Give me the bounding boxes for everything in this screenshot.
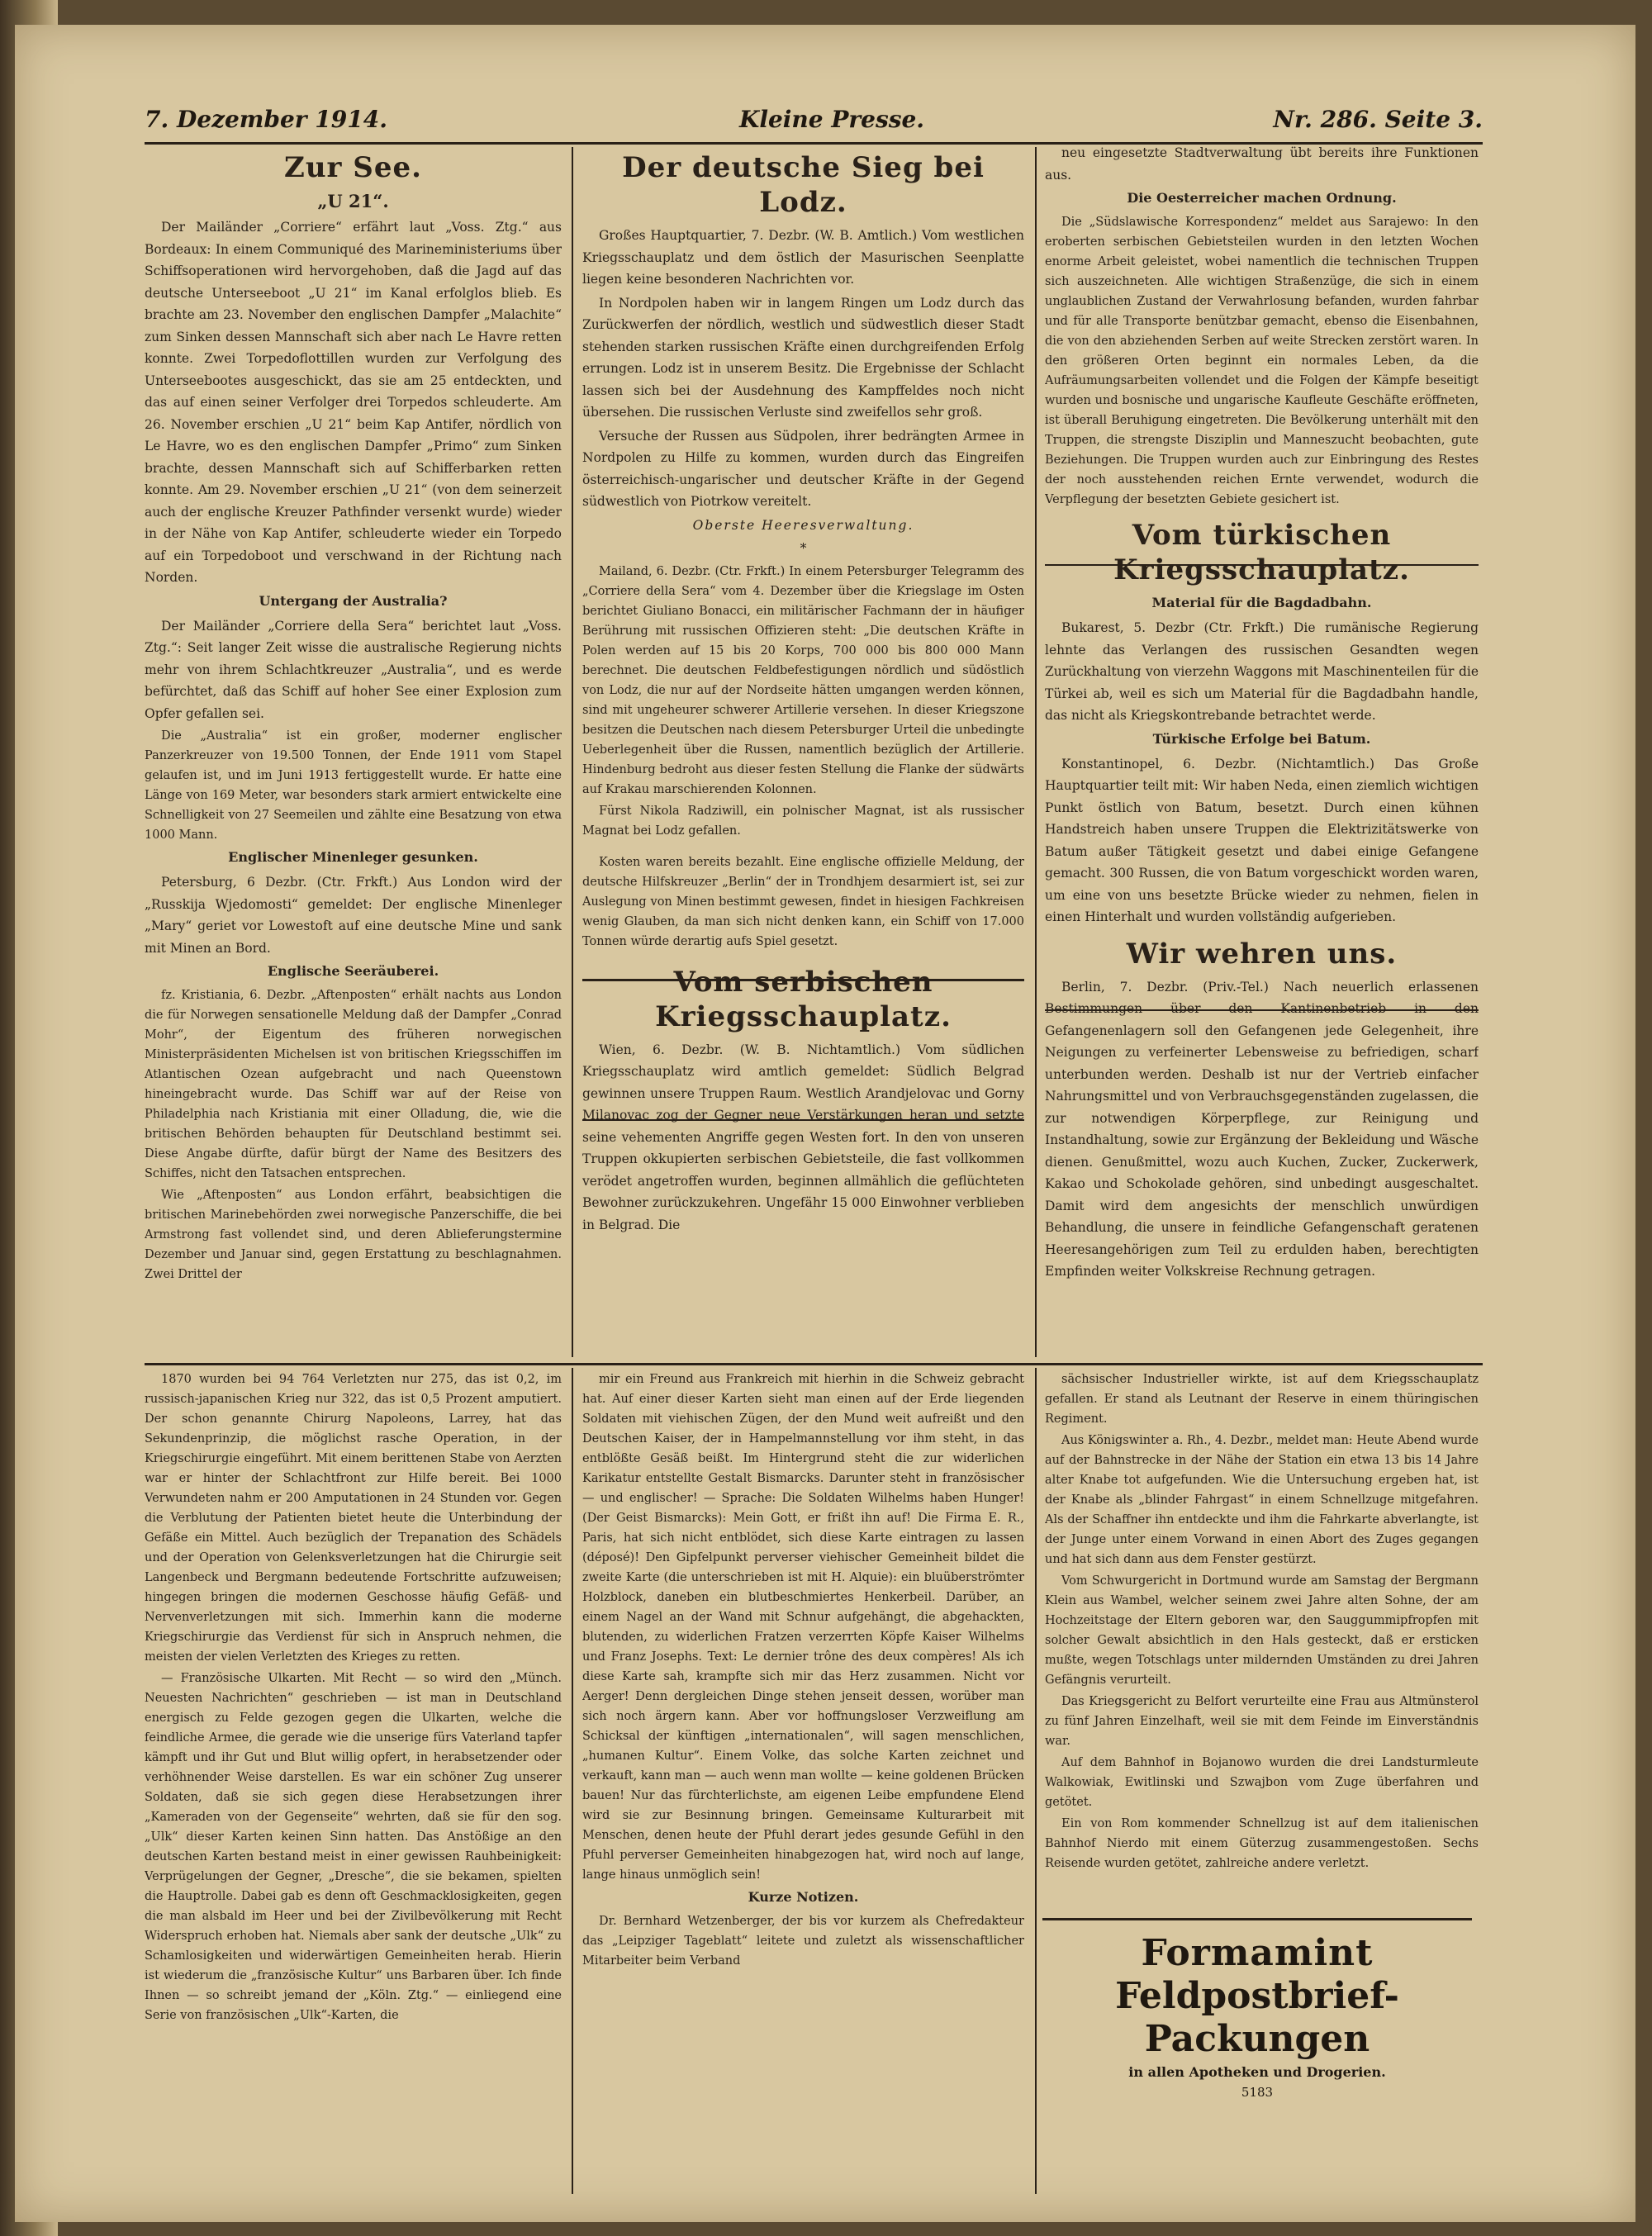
paragraph: Auf dem Bahnhof in Bojanowo wurden die drei Landsturmleute Walkowiak, Ewitlinski und Szwajbon vom Zuge überfahren und getötet. bbox=[1045, 1756, 1479, 1809]
paragraph: Vom Schwurgericht in Dortmund wurde am Samstag der Bergmann Klein aus Wambel, welcher seinem zwei Jahre alten Sohne, der am Hochzeitstage der Eltern geboren war, den Sauggummipfropfen mit solcher Gewalt absichtlich in den Hals gesteckt, daß er ersticken mußte, wegen Totschlags unter mildernden Umständen zu drei Jahren Gefängnis verurteilt. bbox=[1045, 1574, 1479, 1687]
article-title-lodz: Der deutsche Sieg bei Lodz. bbox=[622, 151, 985, 219]
paragraph: Das Kriegsgericht zu Belfort verurteilte eine Frau aus Altmünsterol zu fünf Jahren Einzelhaft, weil sie mit dem Feinde im Einverständnis war. bbox=[1045, 1695, 1479, 1748]
paragraph: Ein von Rom kommender Schnellzug ist auf dem italienischen Bahnhof Nierdo mit einem Güterzug zusammengestoßen. Sechs Reisende wurden getötet, zahlreiche andere verletzt. bbox=[1045, 1817, 1479, 1870]
subheading-bagdadbahn: Material für die Bagdadbahn. bbox=[1151, 595, 1372, 610]
paragraph: Fürst Nikola Radziwill, ein polnischer Magnat, ist als russischer Magnat bei Lodz gefallen. bbox=[582, 804, 1024, 838]
header-paper-name: Kleine Presse. bbox=[739, 106, 925, 133]
ad-availability: in allen Apotheken und Drogerien. bbox=[1128, 2064, 1386, 2080]
paragraph: Dr. Bernhard Wetzenberger, der bis vor kurzem als Chefredakteur das „Leipziger Tageblatt“ leitete und zuletzt als wissenschaftlicher Mitarbeiter beim Verband bbox=[582, 1915, 1024, 1968]
lower-column-1 bbox=[145, 1370, 562, 2191]
paragraph: Die „Südslawische Korrespondenz“ meldet aus Sarajewo: In den eroberten serbischen Gebietsteilen wurden in den letzten Wochen enorme Arbeit geleistet, wobei namentlich die technischen Truppen sich auszeichneten. Alle wichtigen Straßenzüge, die sich in einem unglaublichen Zustand der Verwahrlosung befanden, wurden fahrbar und für alle Transporte benützbar gemacht, ebenso die Eisenbahnen, die von den abziehenden Serben auf weite Strecken zerstört waren. In den größeren Orten beginnt ein normales Leben, da die Aufräumungsarbeiten vollendet und die Folgen der Kämpfe beseitigt wurden und bosnische und ungarische Kaufleute Geschäfte eröffneten, ist überall Beruhigung eingetreten. Die Bevölkerung unterhält mit den Truppen, die strengste Disziplin und Manneszucht beobachten, gute Beziehungen. Die Truppen wurden auch zur Einbringung des Restes der noch ausstehenden reichen Ernte verwendet, wodurch die Verpflegung der besetzten Gebiete gesichert ist. bbox=[1045, 216, 1479, 506]
paragraph: — Französische Ulkarten. Mit Recht — so wird den „Münch. Neuesten Nachrichten“ geschrieben — ist man in Deutschland energisch zu Felde gezogen gegen die Ulkarten, welche die feindliche Armee, die gerade wie die unserige fürs Vaterland tapfer kämpft und ihr Gut und Blut willig opfert, in herabsetzender oder verhöhnender Weise darstellen. Es war ein schöner Zug unserer Soldaten, daß sie sich gegen diese Herabsetzungen ihrer „Kameraden von der Gegenseite“ wehrten, daß sie für den sog. „Ulk“ dieser Karten keinen Sinn hatten. Das Anstößige an den deutschen Karten bestand meist in einer gewissen Rauhbeinigkeit: Verprügelungen der Gegner, „Dresche“, die sie bekamen, spielten die Hauptrolle. Dabei gab es denn oft Geschmacklosigkeiten, gegen die man alsbald im Heer und bei der Zivilbevölkerung mit Recht Widerspruch erhoben hat. Niemals aber sank der deutsche „Ulk“ zu Schamlosigkeiten und widerwärtigen Gemeinheiten herab. Hierin ist wiederum die „französische Kultur“ uns Barbaren über. Ich finde Ihnen — so schreibt jemand der „Köln. Ztg.“ — einliegend eine Serie von französischen „Ulk“-Karten, die bbox=[145, 1672, 562, 2022]
article-column-1 bbox=[145, 149, 562, 1359]
separator-asterisk: * bbox=[800, 541, 807, 556]
section-divider bbox=[145, 1363, 1483, 1365]
paragraph: Petersburg, 6 Dezbr. (Ctr. Frkft.) Aus London wird der „Russkija Wjedomosti“ gemeldet: Der englische Minenleger „Mary“ geriet vor Lowestoft auf eine deutsche Mine und sank mit Minen an Bord. bbox=[145, 875, 562, 956]
subheading-seeraeuberei: Englische Seeräuberei. bbox=[267, 963, 439, 979]
article-title-tuerkei: Vom türkischen Kriegsschauplatz. bbox=[1113, 519, 1410, 586]
subheading-u21: „U 21“. bbox=[317, 191, 389, 211]
paragraph: fz. Kristiania, 6. Dezbr. „Aftenposten“ erhält nachts aus London die für Norwegen sensationelle Meldung daß der Dampfer „Conrad Mohr“, der Eigentum des früheren norwegischen Ministerpräsidenten Michelsen ist von britischen Kriegsschiffen im Atlantischen Ozean aufgebracht und nach Queenstown hineingebracht wurde. Das Schiff war auf der Reise von Philadelphia nach Kristiania mit einer Olladung, die, wie die britischen Behörden behaupten für Deutschland bestimmt sei. Diese Angabe dürfte, dafür bürgt der Name des Besitzers des Schiffes, nicht den Tatsachen entsprechen. bbox=[145, 989, 562, 1180]
article-title-zur-see: Zur See. bbox=[284, 151, 422, 184]
subheading-kurze-notizen: Kurze Notizen. bbox=[748, 1889, 859, 1905]
subheading-oesterreicher: Die Oesterreicher machen Ordnung. bbox=[1127, 190, 1397, 206]
lower-divider-2 bbox=[1035, 1368, 1037, 2194]
article-column-2 bbox=[582, 149, 1024, 1359]
paragraph: Die „Australia“ ist ein großer, moderner englischer Panzerkreuzer von 19.500 Tonnen, der Ende 1911 vom Stapel gelaufen ist, und im Juni 1913 fertiggestellt wurde. Er hatte eine Länge von 169 Meter, war besonders stark armiert entwickelte eine Schnelligkeit von 27 Seemeilen und zählte eine Besatzung von etwa 1000 Mann. bbox=[145, 729, 562, 842]
paragraph: Bukarest, 5. Dezbr (Ctr. Frkft.) Die rumänische Regierung lehnte das Verlangen des russischen Gesandten wegen Zurückhaltung von vierzehn Waggons mit Maschinenteilen für die Türkei ab, weil es sich um Material für die Bagdadbahn handle, das nicht als Kriegskontrebande betrachtet werde. bbox=[1045, 620, 1479, 723]
paragraph: Mailand, 6. Dezbr. (Ctr. Frkft.) In einem Petersburger Telegramm des „Corriere della Sera“ vom 4. Dezember über die Kriegslage im Osten berichtet Giuliano Bonacci, ein militärischer Fachmann der in häufiger Berührung mit russischen Offizieren steht: „Die deutschen Kräfte in Polen werden auf 15 bis 20 Korps, 700 000 bis 800 000 Mann berechnet. Die deutschen Feldbefestigungen nördlich und südöstlich von Lodz, die nur auf der Nordseite hätten umgangen werden können, sind mit ungeheurer schwerer Artillerie versehen. In dieser Kriegszone besitzen die Deutschen nach diesem Petersburger Urteil die unbedingte Ueberlegenheit über die Russen, namentlich bezüglich der Artillerie. Hindenburg bedroht aus dieser festen Stellung die Flanke der südwärts auf Krakau marschierenden Kolonnen. bbox=[582, 564, 1024, 796]
article-title-wehren: Wir wehren uns. bbox=[1126, 937, 1398, 971]
paragraph: Wie „Aftenposten“ aus London erfährt, beabsichtigen die britischen Marinebehörden zwei norwegische Panzerschiffe, die bei Armstrong fast vollendet sind, und deren Ablieferungstermine Dezember und Januar sind, gegen Erstattung zu beschlagnahmen. Zwei Drittel der bbox=[145, 1189, 562, 1281]
paragraph: Aus Königswinter a. Rh., 4. Dezbr., meldet man: Heute Abend wurde auf der Bahnstrecke in der Nähe der Station ein etwa 13 bis 14 Jahre alter Knabe tot aufgefunden. Wie die Untersuchung ergeben hat, ist der Knabe als „blinder Fahrgast“ in einem Schnellzuge mitgefahren. Als der Schaffner ihn entdeckte und ihm die Fahrkarte abverlangte, ist der Junge unter einem Vorwand in einen Abort des Zuges gegangen und hat sich dann aus dem Fenster gestürzt. bbox=[1045, 1434, 1479, 1566]
paragraph: Großes Hauptquartier, 7. Dezbr. (W. B. Amtlich.) Vom westlichen Kriegsschauplatz und dem östlich der Masurischen Seenplatte liegen keine besonderen Nachrichten vor. bbox=[582, 228, 1024, 287]
paragraph: Berlin, 7. Dezbr. (Priv.-Tel.) Nach neuerlich erlassenen Bestimmungen über den Kantinenbetrieb in den Gefangenenlagern soll den Gefangenen jede Gelegenheit, ihre Neigungen zu verfeinerter Lebensweise zu befriedigen, scharf unterbunden werden. Deshalb ist nur der Vertrieb einfacher Nahrungsmittel und von Verbrauchsgegenständen zugelassen, die zur notwendigen Körperpflege, zur Reinigung und Instandhaltung, sowie zur Ergänzung der Bekleidung und Wäsche dienen. Genußmittel, wozu auch Kuchen, Zucker, Zuckerwerk, Kakao und Schokolade gehören, sind unbedingt ausgeschaltet. Damit wird dem angesichts der menschlich unwürdigen Behandlung, die unsere in feindliche Gefangenschaft geratenen Heeresangehörigen zum Teil zu erdulden haben, berechtigten Empfinden weiter Volkskreise Rechnung getragen. bbox=[1045, 979, 1479, 1279]
paragraph: Der Mailänder „Corriere della Sera“ berichtet laut „Voss. Ztg.“: Seit langer Zeit wisse die australische Regierung nichts mehr von ihrem Schlachtkreuzer „Australia“, und es werde befürchtet, daß das Schiff auf hoher See einer Explosion zum Opfer gefallen sei. bbox=[145, 618, 562, 721]
paragraph: sächsischer Industrieller wirkte, ist auf dem Kriegsschauplatz gefallen. Er stand als Leutnant der Reserve in einem thüringischen Regiment. bbox=[1045, 1373, 1479, 1426]
header-date: 7. Dezember 1914. bbox=[145, 106, 387, 133]
article-column-3 bbox=[1045, 142, 1479, 1359]
ad-brand: Formamint bbox=[1141, 1932, 1374, 1974]
paragraph: Kosten waren bereits bezahlt. Eine englische offizielle Meldung, der deutsche Hilfskreuzer „Berlin“ der in Trondhjem desarmiert ist, sei zur Auslegung von Minen bestimmt gewesen, findet in hiesigen Fachkreisen wenig Glauben, da man sich nicht denken kann, ein Schiff von 17.000 Tonnen würde derartig aufs Spiel gesetzt. bbox=[582, 855, 1024, 948]
paragraph: neu eingesetzte Stadtverwaltung übt bereits ihre Funktionen aus. bbox=[1045, 145, 1479, 183]
paragraph: Der Mailänder „Corriere“ erfährt laut „Voss. Ztg.“ aus Bordeaux: In einem Communiqué des Marineministeriums über Schiffsoperationen wird hervorgehoben, daß die Jagd auf das deutsche Unterseeboot „U 21“ im Kanal erfolglos blieb. Es brachte am 23. November den englischen Dampfer „Malachite“ zum Sinken dessen Mannschaft sich aber nach Le Havre retten konnte. Zwei Torpedoflottillen wurden zur Verfolgung des Unterseebootes ausgeschickt, das sie am 25 entdeckten, und das auf einen seiner Verfolger drei Torpedos schleuderte. Am 26. November erschien „U 21“ beim Kap Antifer, nördlich von Le Havre, wo es den englischen Dampfer „Primo“ zum Sinken brachte, dessen Mannschaft sich auf Schifferbarken retten konnte. Am 29. November erschien „U 21“ (von dem seinerzeit auch der englische Kreuzer Pathfinder versenkt wurde) wieder in der Nähe von Kap Antifer, schleuderte wieder ein Torpedo auf ein Torpedoboot und verschwand in der Richtung nach Norden. bbox=[145, 220, 562, 585]
paragraph: mir ein Freund aus Frankreich mit hierhin in die Schweiz gebracht hat. Auf einer dieser Karten sieht man einen auf der Erde liegenden Soldaten mit viehischen Zügen, der den Mund weit aufreißt und den Deutschen Kaiser, der in Hampelmannstellung vor ihm steht, in das entblößte Gesäß beißt. Im Hintergrund steht die zur widerlichen Karikatur entstellte Gestalt Bismarcks. Darunter steht in französischer — und englischer! — Sprache: Die Soldaten Wilhelms haben Hunger! (Der Geist Bismarcks): Mein Gott, er frißt ihn auf! Die Firma E. R., Paris, hat sich nicht entblödet, sich diese Karte eintragen zu lassen (déposé)! Den Gipfelpunkt perverser viehischer Gemeinheit bildet die zweite Karte (die unterschrieben ist mit H. Alquie): ein bluüberströmter Holzblock, daneben ein blutbeschmiertes Henkerbeil. Darüber, an einem Nagel an der Wand mit Schnur aufgehängt, die abgehackten, blutenden, zu widerlichen Fratzen verzerrten Köpfe Kaiser Wilhelms und Franz Josephs. Text: Le dernier trône des deux compères! Als ich diese Karte sah, krampfte sich mir das Herz zusammen. Nicht vor Aerger! Denn dergleichen Dinge stehen jenseit dessen, worüber man sich noch ärgern kann. Aber vor hoffnungsloser Verzweiflung am Schicksal der künftigen „internationalen“, will sagen menschlichen, „humanen Kultur“. Einem Volke, das solche Karten zeichnet und verkauft, kann man — auch wenn man wollte — keine goldenen Brücken bauen! Nur das fürchterlichste, am eigenen Leibe empfundene Elend wird sie zur Besinnung bringen. Gemeinsame Kulturarbeit mit Menschen, denen heute der Pfuhl derart jedes gesunde Gefühl in den Pfuhl perverser Gemeinheiten hinabgezogen hat, wird noch auf lange, lange hinaus unmöglich sein! bbox=[582, 1373, 1024, 1882]
advertisement-formamint bbox=[1042, 1918, 1472, 2100]
article-title-serbien: Vom serbischen Kriegsschauplatz. bbox=[655, 965, 952, 1033]
lower-divider-1 bbox=[572, 1368, 573, 2194]
paragraph: 1870 wurden bei 94 764 Verletzten nur 275, das ist 0,2, im russisch-japanischen Krieg nur 322, das ist 0,5 Prozent amputiert. Der schon genannte Chirurg Napoleons, Larrey, hat das Sekundenprinzip, die möglichst rasche Operation, in der Kriegschirurgie eingeführt. Mit einem berittenen Stabe von Aerzten war er hinter der Schlachtfront zur Hilfe bereit. Bei 1000 Verwundeten nahm er 200 Amputationen in 24 Stunden vor. Gegen die Verblutung der Patienten bietet heute die Unterbindung der Gefäße ein Mittel. Auch bezüglich der Trepanation des Schädels und der Operation von Gelenksverletzungen hat die Chirurgie seit Langenbeck und Bergmann bedeutende Fortschritte aufzuweisen; hingegen bringen die modernen Geschosse häufig Gefäß- und Nervenverletzungen mit sich. Immerhin kann die moderne Kriegschirurgie das Verdienst für sich in Anspruch nehmen, die meisten der vielen Verletzten des Krieges zu retten. bbox=[145, 1373, 562, 1664]
lower-column-2 bbox=[582, 1370, 1024, 2191]
column-divider-2 bbox=[1035, 147, 1037, 1357]
paragraph: In Nordpolen haben wir in langem Ringen um Lodz durch das Zurückwerfen der nördlich, westlich und südwestlich dieser Stadt stehenden starken russischen Kräfte einen durchgreifenden Erfolg errungen. Lodz ist in unserem Besitz. Die Ergebnisse der Schlacht lassen sich bei der Ausdehnung des Kampffeldes noch nicht übersehen. Die russischen Verluste sind zweifellos sehr groß. bbox=[582, 295, 1024, 420]
subheading-australia: Untergang der Australia? bbox=[259, 592, 448, 609]
page-header bbox=[145, 106, 1483, 144]
subheading-batum: Türkische Erfolge bei Batum. bbox=[1152, 730, 1371, 747]
column-divider-1 bbox=[572, 147, 573, 1357]
subheading-minenleger: Englischer Minenleger gesunken. bbox=[228, 849, 478, 865]
lower-column-3 bbox=[1045, 1370, 1479, 1911]
signature-heeresverwaltung: Oberste Heeresverwaltung. bbox=[692, 517, 914, 533]
paragraph: Wien, 6. Dezbr. (W. B. Nichtamtlich.) Vom südlichen Kriegsschauplatz wird amtlich gemeldet: Südlich Belgrad gewinnen unsere Truppen Raum. Westlich Arandjelovac und Gorny Milanovac zog der Gegner neue Verstärkungen heran und setzte seine vehementen Angriffe gegen Westen fort. In den von unseren Truppen okkupierten serbischen Gebietsteile, die fast vollkommen verödet angetroffen wurden, beginnen allmählich die geflüchteten Bewohner zurückzukehren. Ungefähr 15 000 Einwohner verblieben in Belgrad. Die bbox=[582, 1042, 1024, 1232]
ad-product: Feldpostbrief-Packungen bbox=[1115, 1975, 1399, 2060]
paragraph: Konstantinopel, 6. Dezbr. (Nichtamtlich.) Das Große Hauptquartier teilt mit: Wir haben Neda, einen ziemlich wichtigen Punkt östlich von Batum, besetzt. Durch einen kühnen Handstreich haben unsere Truppen die Elektrizitätswerke von Batum außer Tätigkeit gesetzt und dabei einige Gefangene gemacht. 300 Russen, die von Batum vorgeschickt worden waren, um eine von uns besetzte Brücke wieder zu nehmen, fielen in einen Hinterhalt und wurden vollständig aufgerieben. bbox=[1045, 756, 1479, 924]
paragraph: Versuche der Russen aus Südpolen, ihrer bedrängten Armee in Nordpolen zu Hilfe zu kommen, wurden durch das Eingreifen österreichisch-ungarischer und deutscher Kräfte in der Gegend südwestlich von Piotrkow vereitelt. bbox=[582, 428, 1024, 509]
header-issue-number: Nr. 286. Seite 3. bbox=[1273, 106, 1483, 133]
ad-code: 5183 bbox=[1241, 2085, 1274, 2100]
